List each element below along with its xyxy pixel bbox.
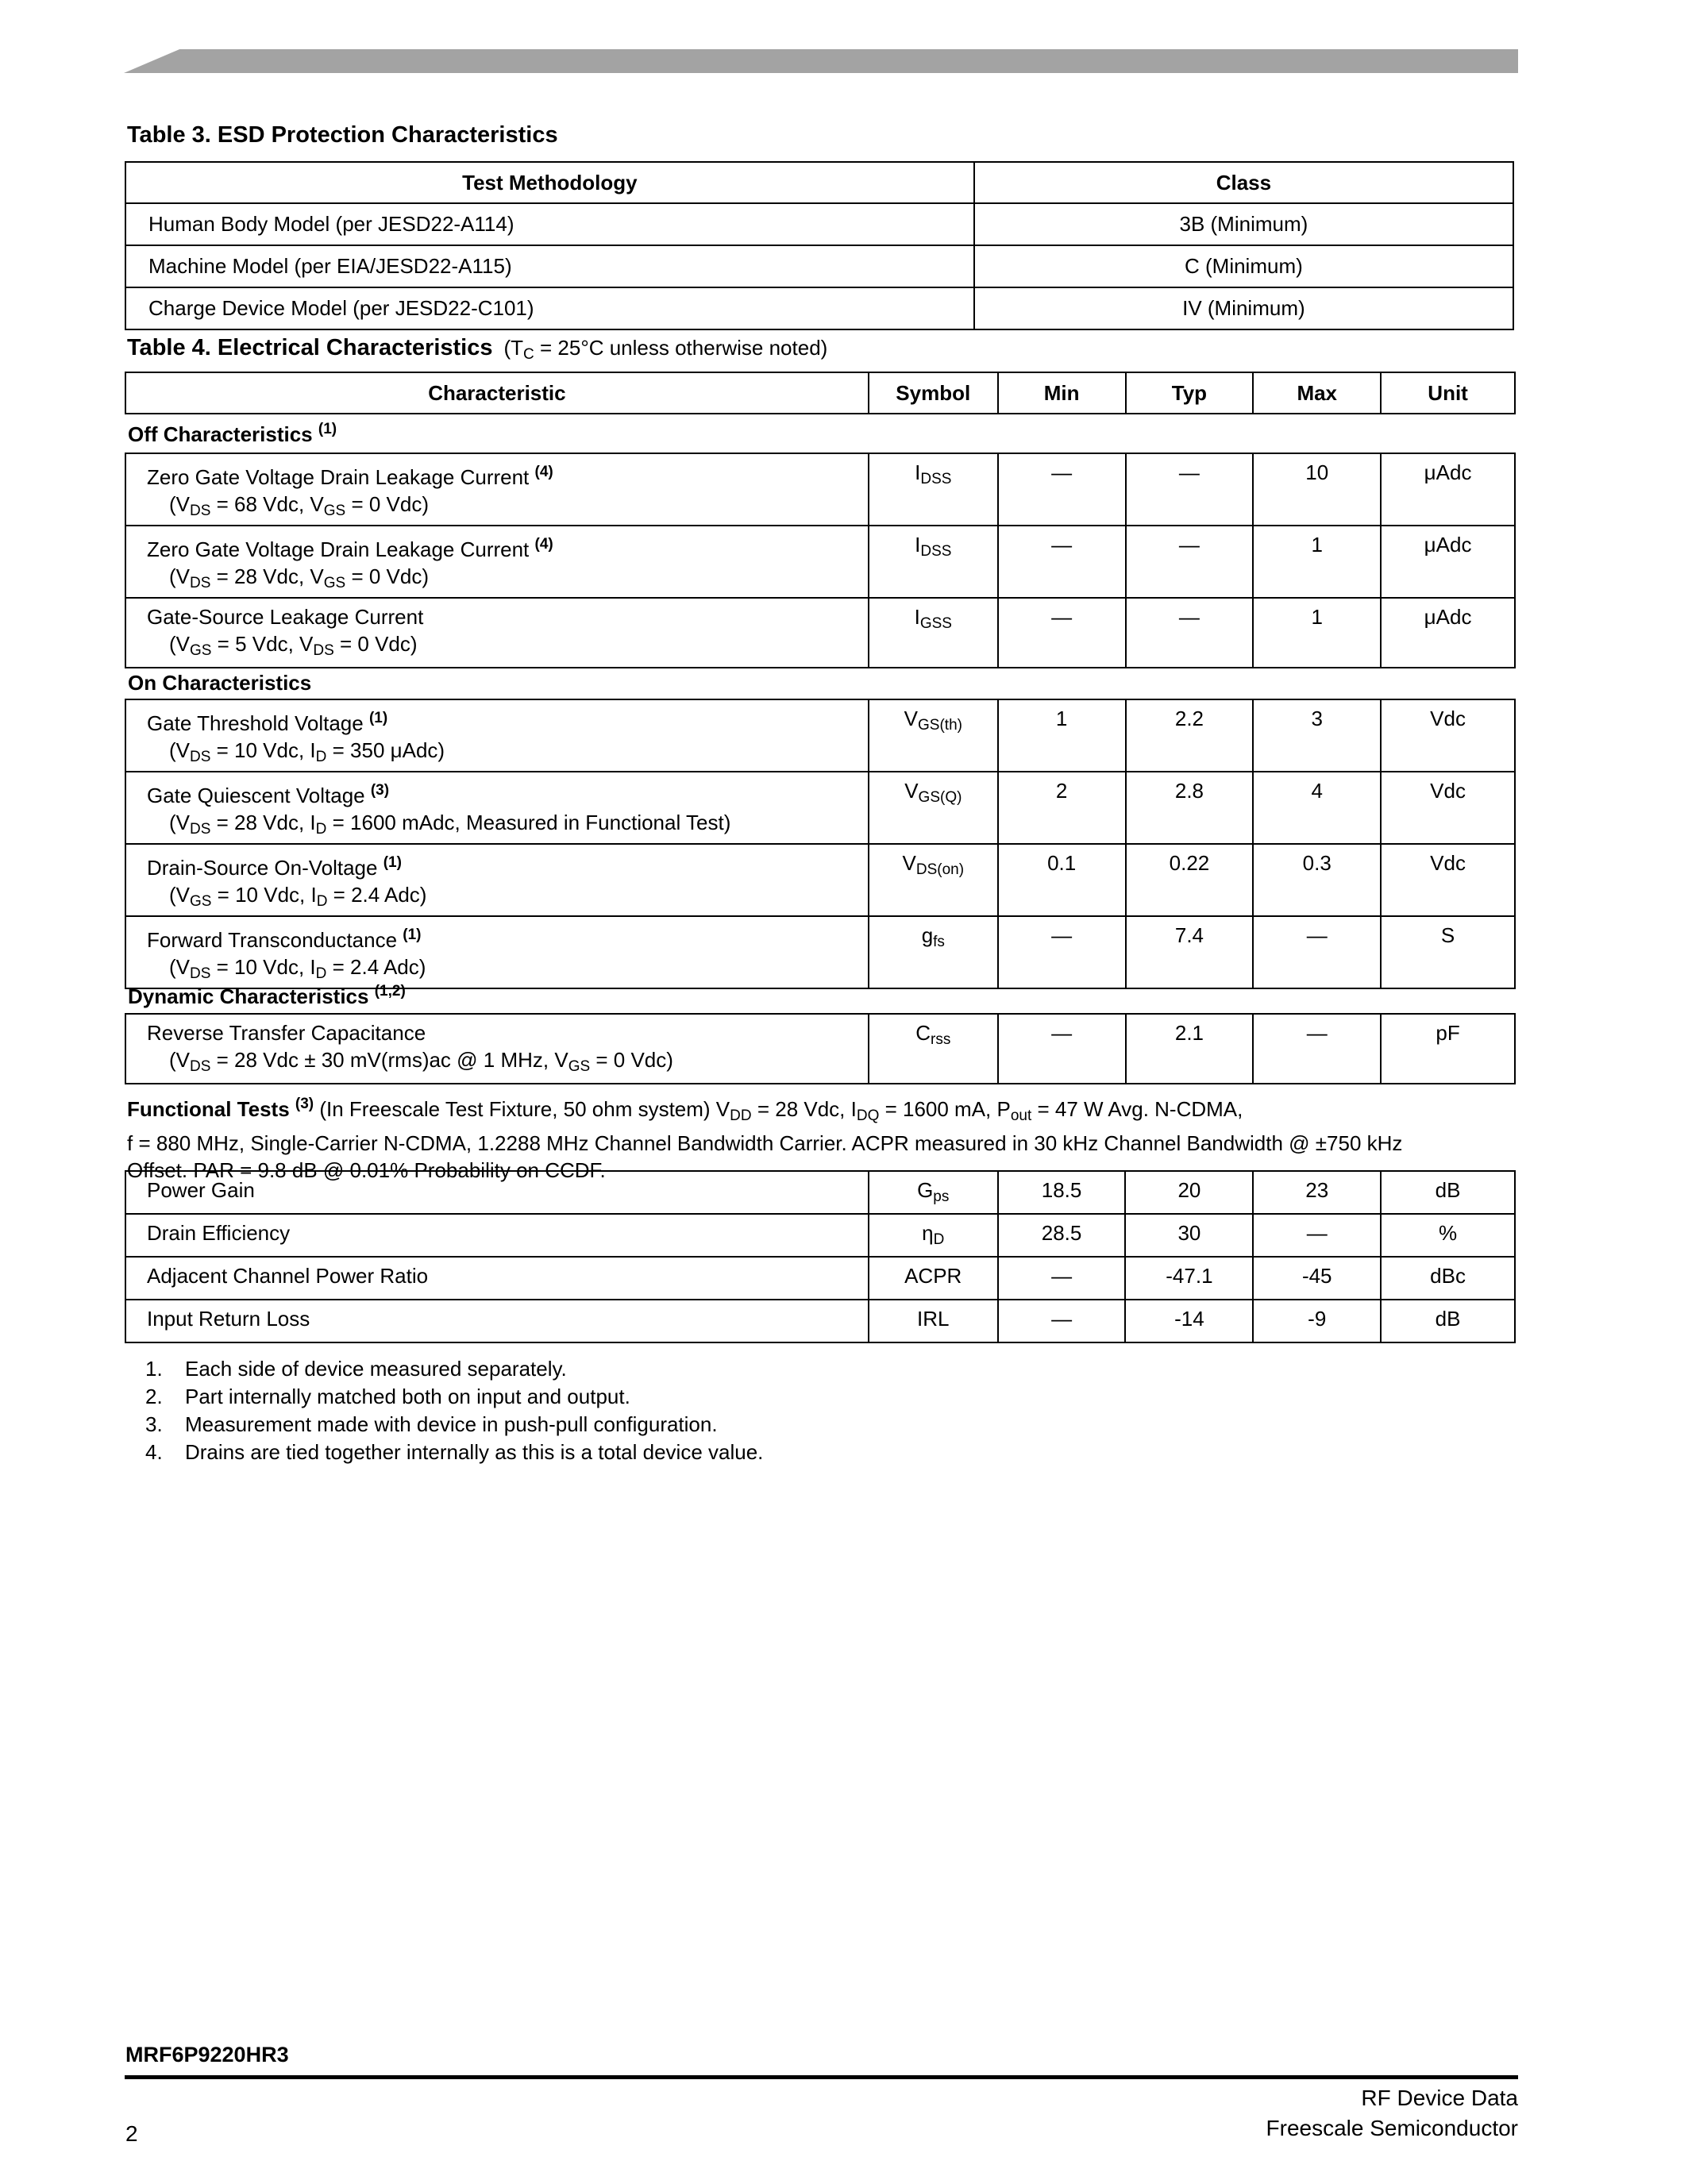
max-cell: 23 xyxy=(1253,1171,1381,1214)
min-cell: — xyxy=(998,1014,1126,1084)
max-cell: 10 xyxy=(1253,453,1381,526)
symbol-cell: $I_{DSS}$ xyxy=(869,526,998,598)
typ-cell: 0.22 xyxy=(1126,844,1254,916)
characteristic-cell: Drain-Source On-Voltage $^{(1)}$ ($V_{GS} = 10$ Vdc, $I_D = 2.4$ Adc) xyxy=(125,844,869,916)
col-header-class: Class xyxy=(974,162,1513,203)
table4-condition: ($T_C = 25^\circ C$ unless otherwise noted) xyxy=(503,336,828,363)
col-header-max: Max xyxy=(1253,372,1381,414)
characteristic-cell: Zero Gate Voltage Drain Leakage Current $^{(4)}$ ($V_{DS} = 28$ Vdc, $V_{GS} = 0$ Vdc) xyxy=(125,526,869,598)
table-row xyxy=(125,772,1515,844)
table-row xyxy=(125,453,1515,526)
max-cell: -9 xyxy=(1253,1300,1381,1342)
unit-cell: Vdc xyxy=(1381,699,1515,772)
min-cell: — xyxy=(998,526,1126,598)
min-cell: 18.5 xyxy=(998,1171,1126,1214)
max-cell: — xyxy=(1253,1214,1381,1257)
footnote: 1. Each side of device measured separately. xyxy=(145,1357,567,1381)
typ-cell: 2.1 xyxy=(1126,1014,1254,1084)
on-characteristics-table xyxy=(125,699,1516,989)
typ-cell: 2.2 xyxy=(1126,699,1254,772)
cell-methodology: Machine Model (per EIA/JESD22-A115) xyxy=(125,245,974,287)
min-cell: — xyxy=(998,598,1126,668)
functional-tests-table xyxy=(125,1170,1516,1343)
unit-cell: Vdc xyxy=(1381,844,1515,916)
header-bar xyxy=(124,49,1518,73)
table-row xyxy=(125,1214,1515,1257)
col-header-characteristic: Characteristic xyxy=(125,372,869,414)
footnote: 3. Measurement made with device in push-pull configuration. xyxy=(145,1412,718,1436)
table4-caption: Table 4. Electrical Characteristics ($T_C = 25^\circ C$ unless otherwise noted) xyxy=(127,335,828,363)
max-cell: 3 xyxy=(1253,699,1381,772)
characteristic-cell: Drain Efficiency xyxy=(125,1214,869,1257)
table-row xyxy=(125,526,1515,598)
cell-class: 3B (Minimum) xyxy=(974,203,1513,245)
max-cell: 1 xyxy=(1253,526,1381,598)
esd-table xyxy=(125,161,1514,330)
min-cell: — xyxy=(998,1300,1126,1342)
typ-cell: 2.8 xyxy=(1126,772,1254,844)
min-cell: 1 xyxy=(998,699,1126,772)
characteristic-cell: Gate Quiescent Voltage $^{(3)}$ ($V_{DS} = 28$ Vdc, $I_D = 1600$ mAdc, Measured in Functional Test) xyxy=(125,772,869,844)
symbol-cell: $G_{ps}$ xyxy=(869,1171,998,1214)
typ-cell: -47.1 xyxy=(1125,1257,1253,1300)
max-cell: 4 xyxy=(1253,772,1381,844)
unit-cell: μAdc xyxy=(1381,526,1515,598)
min-cell: 0.1 xyxy=(998,844,1126,916)
unit-cell: dB xyxy=(1381,1171,1515,1214)
max-cell: — xyxy=(1253,1014,1381,1084)
table-row xyxy=(125,1014,1515,1084)
unit-cell: dB xyxy=(1381,1300,1515,1342)
typ-cell: — xyxy=(1126,598,1254,668)
table-row xyxy=(125,916,1515,988)
dynamic-characteristics-title: Dynamic Characteristics $^{(1,2)}$ xyxy=(128,983,406,1008)
table-row xyxy=(125,1171,1515,1214)
unit-cell: S xyxy=(1381,916,1515,988)
characteristic-cell: Forward Transconductance $^{(1)}$ ($V_{DS} = 10$ Vdc, $I_D = 2.4$ Adc) xyxy=(125,916,869,988)
unit-cell: pF xyxy=(1381,1014,1515,1084)
unit-cell: μAdc xyxy=(1381,598,1515,668)
symbol-cell: $C_{rss}$ xyxy=(869,1014,998,1084)
off-characteristics-title: Off Characteristics $^{(1)}$ xyxy=(128,421,337,446)
max-cell: — xyxy=(1253,916,1381,988)
min-cell: — xyxy=(998,916,1126,988)
characteristic-cell: Gate-Source Leakage Current ($V_{GS} = 5$ Vdc, $V_{DS} = 0$ Vdc) xyxy=(125,598,869,668)
symbol-cell: IRL xyxy=(869,1300,998,1342)
min-cell: — xyxy=(998,1257,1126,1300)
characteristic-cell: Adjacent Channel Power Ratio xyxy=(125,1257,869,1300)
symbol-cell: $\eta_D$ xyxy=(869,1214,998,1257)
col-header-symbol: Symbol xyxy=(869,372,998,414)
functional-tests-description: Functional Tests $^{(3)}$ (In Freescale Test Fixture, 50 ohm system) $V_{DD} = 28$ Vdc, $I_{DQ} = 1600$ mA, $P_{out} = 47$ W Avg. N-CDMA, f = 880 MHz, Single-Carrier N-CDMA, 1.2288 MHz Channel Bandwidth Carrier. ACPR measured in 30 kHz Channel Bandwidth @ ±750 kHz Offset. PAR = 9.8 dB @ 0.01% Probability on CCDF. xyxy=(127,1096,1403,1182)
unit-cell: % xyxy=(1381,1214,1515,1257)
col-header-unit: Unit xyxy=(1381,372,1515,414)
min-cell: 28.5 xyxy=(998,1214,1126,1257)
min-cell: 2 xyxy=(998,772,1126,844)
symbol-cell: $I_{DSS}$ xyxy=(869,453,998,526)
characteristic-cell: Gate Threshold Voltage $^{(1)}$ ($V_{DS} = 10$ Vdc, $I_D = 350$ μAdc) xyxy=(125,699,869,772)
table-row xyxy=(125,598,1515,668)
footer-publisher xyxy=(1266,2083,1518,2144)
footer-rule xyxy=(125,2075,1518,2079)
footer-line-1: RF Device Data xyxy=(1361,2086,1518,2110)
typ-cell: 20 xyxy=(1125,1171,1253,1214)
footnote: 2. Part internally matched both on input and output. xyxy=(145,1385,630,1408)
typ-cell: — xyxy=(1126,526,1254,598)
max-cell: 0.3 xyxy=(1253,844,1381,916)
characteristic-cell: Zero Gate Voltage Drain Leakage Current $^{(4)}$ ($V_{DS} = 68$ Vdc, $V_{GS} = 0$ Vdc) xyxy=(125,453,869,526)
cell-methodology: Charge Device Model (per JESD22-C101) xyxy=(125,287,974,329)
unit-cell: Vdc xyxy=(1381,772,1515,844)
col-header-typ: Typ xyxy=(1126,372,1254,414)
footnote: 4. Drains are tied together internally as this is a total device value. xyxy=(145,1440,764,1464)
table-row xyxy=(125,1257,1515,1300)
symbol-cell: $V_{DS(on)}$ xyxy=(869,844,998,916)
symbol-cell: $V_{GS(Q)}$ xyxy=(869,772,998,844)
table-row xyxy=(125,844,1515,916)
off-characteristics-table xyxy=(125,453,1516,668)
symbol-cell: $I_{GSS}$ xyxy=(869,598,998,668)
characteristic-cell: Input Return Loss xyxy=(125,1300,869,1342)
col-header-min: Min xyxy=(998,372,1126,414)
table-row xyxy=(125,699,1515,772)
max-cell: 1 xyxy=(1253,598,1381,668)
table-row xyxy=(125,1300,1515,1342)
table-row xyxy=(125,287,1513,329)
unit-cell: μAdc xyxy=(1381,453,1515,526)
unit-cell: dBc xyxy=(1381,1257,1515,1300)
table3-caption: Table 3. ESD Protection Characteristics xyxy=(127,122,558,148)
symbol-cell: $V_{GS(th)}$ xyxy=(869,699,998,772)
col-header-test-methodology: Test Methodology xyxy=(125,162,974,203)
cell-methodology: Human Body Model (per JESD22-A114) xyxy=(125,203,974,245)
characteristic-cell: Reverse Transfer Capacitance ($V_{DS} = 28$ Vdc ± 30 mV(rms)ac @ 1 MHz, $V_{GS} = 0$ Vdc) xyxy=(125,1014,869,1084)
typ-cell: -14 xyxy=(1125,1300,1253,1342)
symbol-cell: ACPR xyxy=(869,1257,998,1300)
max-cell: -45 xyxy=(1253,1257,1381,1300)
typ-cell: 30 xyxy=(1125,1214,1253,1257)
typ-cell: 7.4 xyxy=(1126,916,1254,988)
table-row xyxy=(125,245,1513,287)
table-row xyxy=(125,203,1513,245)
min-cell: — xyxy=(998,453,1126,526)
characteristic-cell: Power Gain xyxy=(125,1171,869,1214)
part-number: MRF6P9220HR3 xyxy=(125,2043,289,2067)
footer-line-2: Freescale Semiconductor xyxy=(1266,2116,1518,2140)
typ-cell: — xyxy=(1126,453,1254,526)
dynamic-characteristics-table xyxy=(125,1013,1516,1084)
cell-class: C (Minimum) xyxy=(974,245,1513,287)
on-characteristics-title: On Characteristics xyxy=(128,671,312,695)
cell-class: IV (Minimum) xyxy=(974,287,1513,329)
page-number: 2 xyxy=(125,2121,138,2146)
symbol-cell: $g_{fs}$ xyxy=(869,916,998,988)
footnotes xyxy=(145,1355,763,1466)
electrical-header-table xyxy=(125,372,1516,414)
